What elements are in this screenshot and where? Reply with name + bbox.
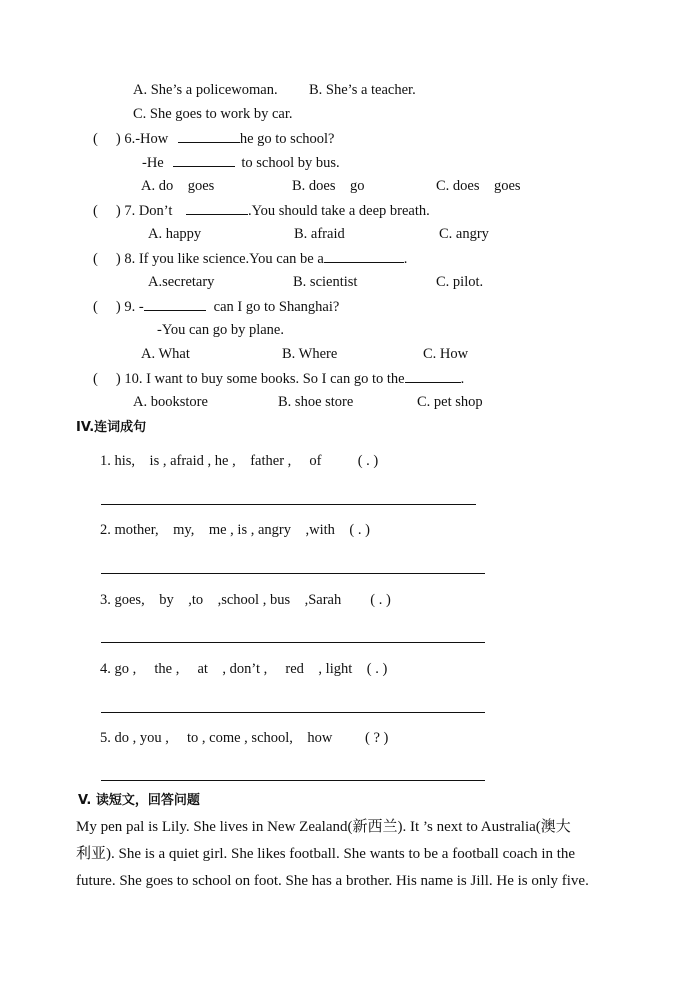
fill-blank[interactable] [173,153,235,167]
question-7-option-c: C. angry [439,226,489,242]
answer-line-2[interactable] [101,573,485,574]
passage-line: future. She goes to school on foot. She has a brother. His name is Jill. He is only five. [76,873,589,889]
q5-option-c: C. She goes to work by car. [133,106,293,122]
question-7-option-a: A. happy [148,226,202,242]
question-6 [93,129,334,148]
question-text-post: he go to school? [239,131,335,147]
question-text-post: can I go to Shanghai? [213,299,340,315]
answer-paren-open: ( [93,203,98,219]
question-text-pre: - [138,299,144,315]
question-9-option-b: B. Where [282,346,338,362]
answer-line-4[interactable] [101,712,485,713]
question-6-option-c: C. does goes [436,178,521,194]
answer-paren-close: ) [115,371,121,387]
fill-blank[interactable] [178,129,240,143]
q5-option-a: A. She’s a policewoman. [133,82,278,98]
question-7 [93,201,430,220]
question-text-pre: I want to buy some books. So I can go to the [146,371,405,387]
question-9-answer: -You can go by plane. [157,322,284,338]
answer-line-5[interactable] [101,780,485,781]
question-text-post: . [403,251,408,267]
sentence-item-5: 5. do , you , to , come , school, how ( ? ) [100,730,389,746]
reading-passage [76,814,636,895]
q5-option-b: B. She’s a teacher. [309,82,416,98]
question-10 [93,369,464,388]
question-number: 6. [124,131,136,147]
question-9 [93,297,339,316]
question-text-pre: Don’t [138,203,173,219]
question-8-option-c: C. pilot. [436,274,484,290]
question-9-option-c: C. How [423,346,469,362]
question-9-option-a: A. What [141,346,190,362]
question-7-option-b: B. afraid [294,226,345,242]
question-10-option-b: B. shoe store [278,394,354,410]
sentence-item-3: 3. goes, by ,to ,school , bus ,Sarah ( . ) [100,592,391,608]
fill-blank[interactable] [324,249,404,263]
sentence-item-2: 2. mother, my, me , is , angry ,with ( . ) [100,522,370,538]
fill-blank[interactable] [144,297,206,311]
question-10-option-a: A. bookstore [133,394,208,410]
question-text-pre: -How [135,131,169,147]
question-10-option-c: C. pet shop [417,394,483,410]
answer-line-1[interactable] [101,504,476,505]
answer-paren-open: ( [93,371,98,387]
question-6-answer-line [142,153,340,172]
fill-blank[interactable] [405,369,461,383]
fill-blank[interactable] [186,201,248,215]
passage-line: 利亚). She is a quiet girl. She likes football. She wants to be a football coach in the [76,846,576,862]
section-4-title: IV.连词成句 [76,420,147,435]
question-number: 7. [124,203,136,219]
question-text-post: .You should take a deep breath. [248,203,430,219]
question-number: 8. [124,251,136,267]
answer-paren-close: ) [115,251,121,267]
answer-paren-open: ( [93,251,98,267]
question-8-option-b: B. scientist [293,274,358,290]
passage-line: My pen pal is Lily. She lives in New Zealand(新西兰). It ’s next to Australia(澳大 [76,819,571,835]
section-5-title: V. 读短文，回答问题 [78,793,200,808]
answer-text-pre: -He [142,155,164,171]
question-text-pre: If you like science.You can be a [138,251,324,267]
answer-paren-open: ( [93,131,98,147]
answer-text-post: to school by bus. [241,155,340,171]
answer-paren-close: ) [115,131,121,147]
question-6-option-b: B. does go [292,178,365,194]
answer-line-3[interactable] [101,642,485,643]
sentence-item-1: 1. his, is , afraid , he , father , of ( . ) [100,453,379,469]
question-8 [93,249,407,268]
answer-paren-close: ) [115,203,121,219]
question-8-option-a: A.secretary [148,274,215,290]
question-number: 10. [124,371,143,387]
question-number: 9. [124,299,136,315]
question-6-option-a: A. do goes [141,178,215,194]
question-text-post: . [460,371,465,387]
answer-paren-close: ) [115,299,121,315]
sentence-item-4: 4. go , the , at , don’t , red , light ( . ) [100,661,388,677]
answer-paren-open: ( [93,299,98,315]
